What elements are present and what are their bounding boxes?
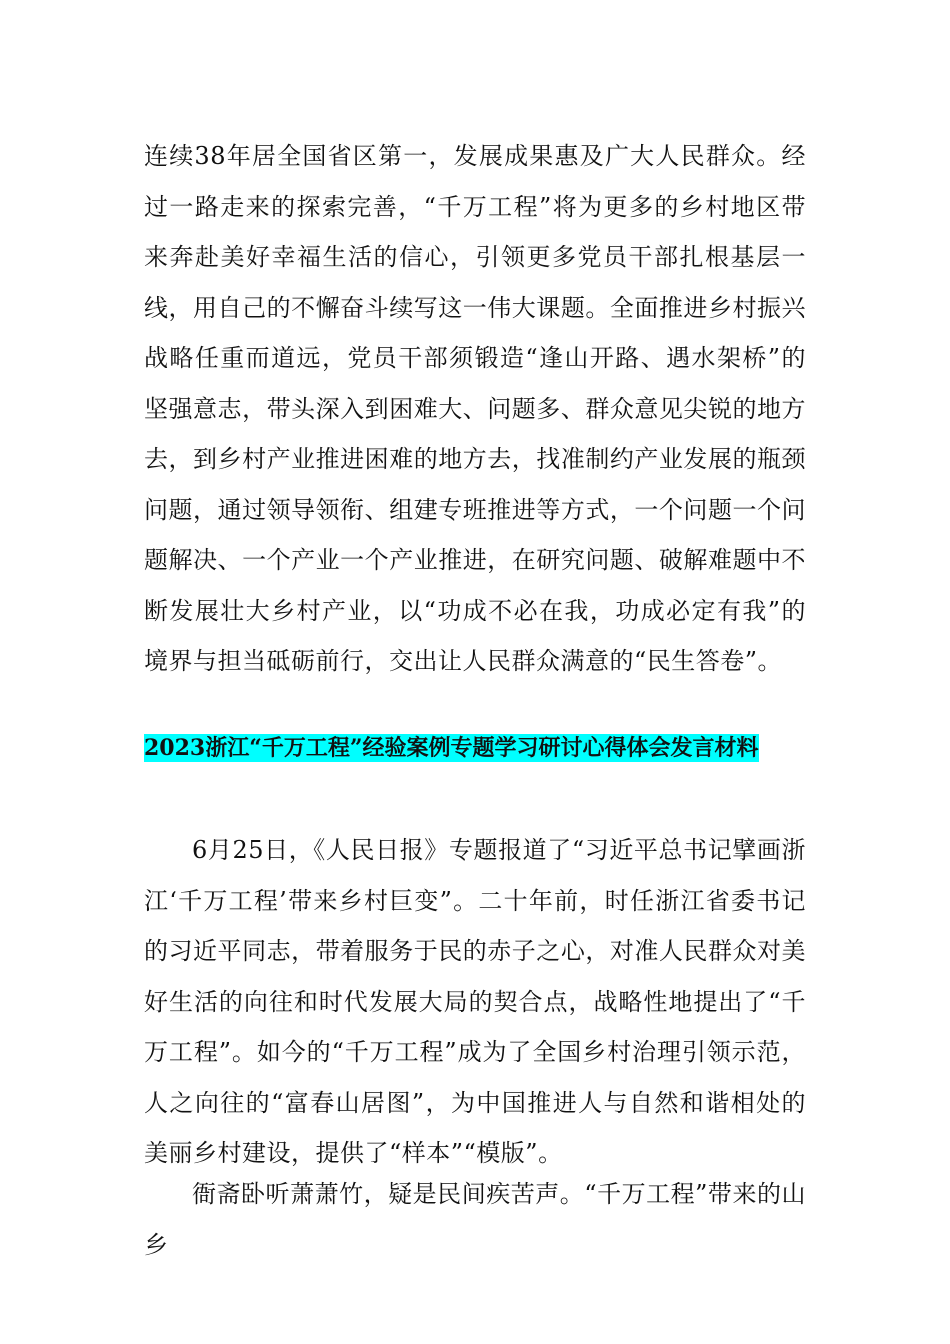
body-paragraph-2: 6月25日，《人民日报》专题报道了“习近平总书记擘画浙江‘千万工程’带来乡村巨变”。二十年前，时任浙江省委书记的习近平同志，带着服务于民的赤子之心，对准人民群众对美好生活的向往和时代发展大局的契合点，战略性地提出了“千万工程”。如今的“千万工程”成为了全国乡村治理引领示范，人之向往的“富春山居图”，为中国推进人与自然和谐相处的美丽乡村建设，提供了“样本”“模版”。	[144, 836, 806, 1167]
body-paragraph-3: 衙斋卧听萧萧竹，疑是民间疾苦声。“千万工程”带来的山乡	[144, 1180, 806, 1259]
section-heading	[144, 733, 759, 763]
body-paragraph-1: 连续38年居全国省区第一，发展成果惠及广大人民群众。经过一路走来的探索完善，“千万工程”将为更多的乡村地区带来奔赴美好幸福生活的信心，引领更多党员干部扎根基层一线，用自己的不懈奋斗续写这一伟大课题。全面推进乡村振兴战略任重而道远，党员干部须锻造“逢山开路、遇水架桥”的坚强意志，带头深入到困难大、问题多、群众意见尖锐的地方去，到乡村产业推进困难的地方去，找准制约产业发展的瓶颈问题，通过领导领衔、组建专班推进等方式，一个问题一个问题解决、一个产业一个产业推进，在研究问题、破解难题中不断发展壮大乡村产业，以“功成不必在我，功成必定有我”的境界与担当砥砺前行，交出让人民群众满意的“民生答卷”。	[144, 142, 806, 675]
section-heading-text: 2023浙江“千万工程”经验案例专题学习研讨心得体会发言材料	[144, 735, 759, 761]
